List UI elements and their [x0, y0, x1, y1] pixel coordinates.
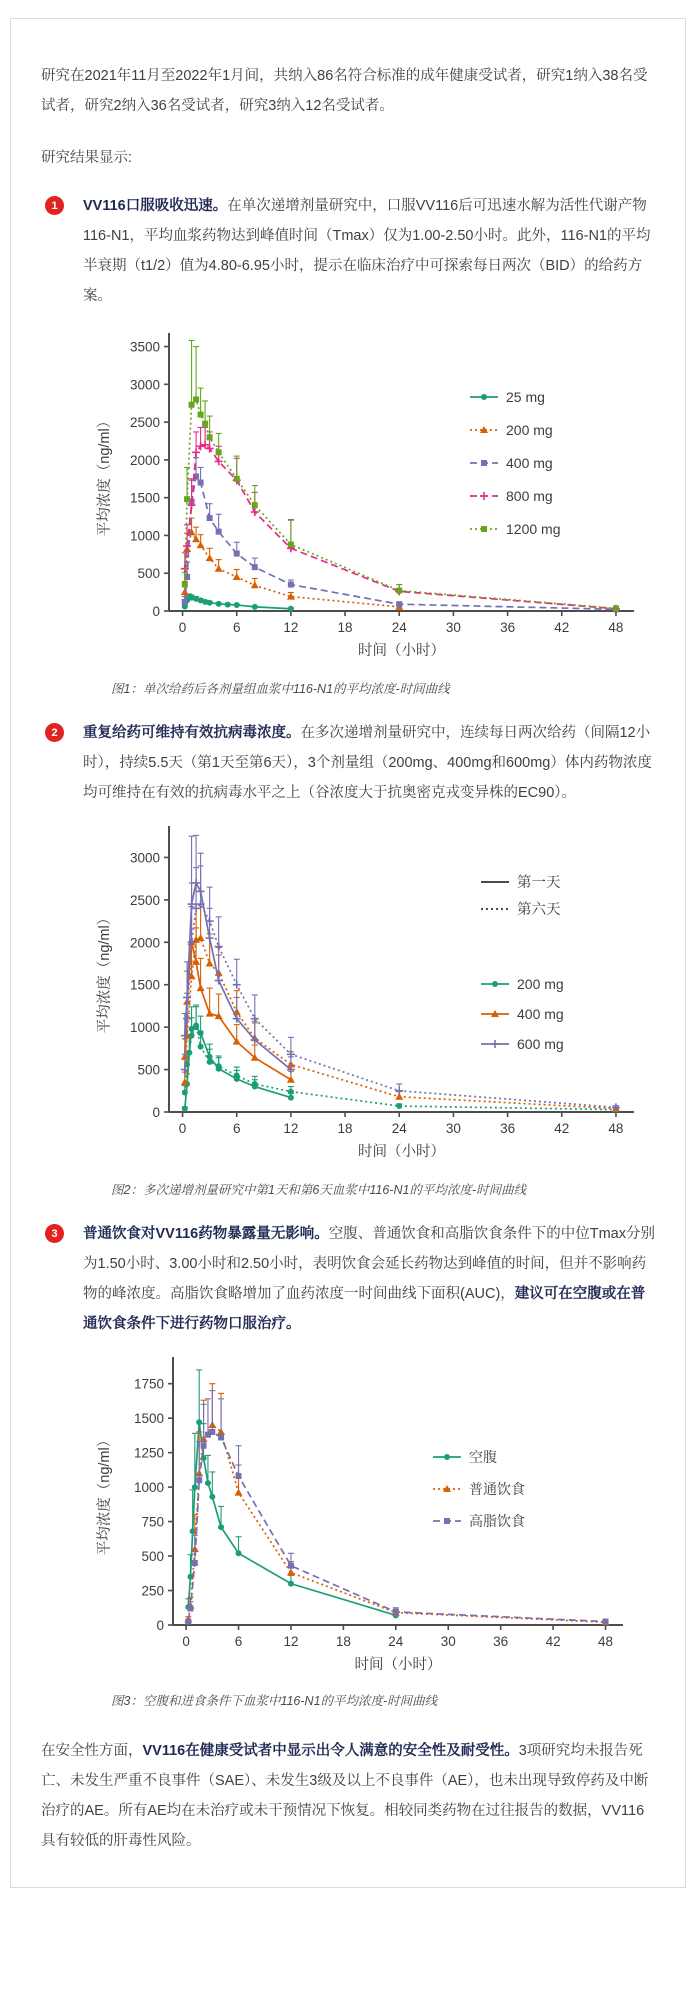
svg-text:0: 0	[152, 604, 160, 619]
svg-text:6: 6	[234, 1634, 243, 1649]
safety-prefix: 在安全性方面，	[41, 1743, 143, 1759]
finding-text	[83, 718, 655, 808]
svg-text:平均浓度（ng/ml）: 平均浓度（ng/ml）	[97, 910, 113, 1034]
safety-paragraph	[41, 1736, 655, 1856]
svg-text:18: 18	[337, 620, 353, 635]
finding-body: 在多次递增剂量研究中，连续每日两次给药（间隔12小时），持续5.5天（第1天至第6天），3个剂量组（200mg、400mg和600mg）体内药物浓度均可维持在有效的抗病毒水平之上（谷浓度大于抗奥密克戎变异株的EC90）。	[83, 725, 652, 801]
svg-text:第一天: 第一天	[517, 875, 561, 891]
svg-text:750: 750	[141, 1514, 164, 1530]
svg-text:48: 48	[608, 1121, 624, 1136]
svg-text:400 mg: 400 mg	[517, 1006, 564, 1022]
svg-text:3000: 3000	[129, 850, 160, 866]
svg-text:2500: 2500	[129, 415, 160, 431]
figure-3-chart	[85, 1351, 655, 1688]
svg-text:24: 24	[391, 620, 407, 635]
finding-item-3	[41, 1219, 655, 1710]
finding-lead: VV116口服吸收迅速。	[83, 198, 228, 214]
safety-rest: 3项研究均未报告死亡、未发生严重不良事件（SAE）、未发生3级及以上不良事件（AE），也未出现导致停药及中断治疗的AE。所有AE均在未治疗或未干预情况下恢复。相较同类药物在过往报告的数据，VV116具有较低的肝毒性风险。	[41, 1743, 649, 1849]
svg-text:200 mg: 200 mg	[517, 976, 564, 992]
results-heading: 研究结果显示:	[41, 150, 133, 166]
svg-text:18: 18	[337, 1121, 353, 1136]
svg-text:1500: 1500	[133, 1411, 164, 1427]
svg-text:12: 12	[283, 1121, 299, 1136]
finding-number-badge: 3	[45, 1224, 64, 1243]
svg-text:24: 24	[388, 1634, 404, 1649]
svg-text:0: 0	[178, 1121, 187, 1136]
svg-text:2500: 2500	[129, 892, 160, 908]
svg-text:1000: 1000	[129, 528, 160, 544]
finding-tail: 建议可在空腹或在普通饮食条件下进行药物口服治疗。	[83, 1286, 646, 1332]
intro-paragraph: 研究在2021年11月至2022年1月间，共纳入86名符合标准的成年健康受试者，研究1纳入38名受试者，研究2纳入36名受试者，研究3纳入12名受试者。	[41, 68, 648, 114]
svg-text:时间（小时）: 时间（小时）	[358, 643, 445, 659]
svg-text:25 mg: 25 mg	[506, 389, 545, 405]
svg-text:250: 250	[141, 1583, 164, 1599]
finding-body: 在单次递增剂量研究中，口服VV116后可迅速水解为活性代谢产物116-N1，平均血浆药物达到峰值时间（Tmax）仅为1.00-2.50小时。此外，116-N1的平均半衰期（t1/2）值为4.80-6.95小时，提示在临床治疗中可探索每日两次（BID）的给药方案。	[83, 198, 651, 304]
svg-text:1750: 1750	[133, 1376, 164, 1392]
svg-text:平均浓度（ng/ml）: 平均浓度（ng/ml）	[97, 413, 113, 537]
svg-text:30: 30	[445, 1121, 461, 1136]
svg-text:42: 42	[554, 1121, 570, 1136]
svg-text:500: 500	[137, 566, 160, 582]
svg-text:时间（小时）: 时间（小时）	[354, 1657, 442, 1673]
svg-text:36: 36	[500, 620, 516, 635]
finding-item-2	[41, 718, 655, 1199]
svg-text:500: 500	[141, 1549, 164, 1565]
svg-text:48: 48	[608, 620, 624, 635]
svg-text:42: 42	[545, 1634, 561, 1649]
figure-3-caption: 图3：空腹和进食条件下血浆中116-N1的平均浓度-时间曲线	[111, 1694, 438, 1708]
svg-text:400 mg: 400 mg	[506, 455, 553, 471]
finding-body: 空腹、普通饮食和高脂饮食条件下的中位Tmax分别为1.50小时、3.00小时和2.50小时，表明饮食会延长药物达到峰值的时间，但并不影响药物的峰浓度。高脂饮食略增加了血药浓度一时间曲线下面积(AUC)，	[83, 1226, 655, 1302]
svg-text:36: 36	[500, 1121, 516, 1136]
svg-text:6: 6	[232, 1121, 241, 1136]
svg-text:3000: 3000	[129, 377, 160, 393]
finding-text	[83, 191, 655, 311]
svg-text:12: 12	[283, 620, 299, 635]
finding-lead: 普通饮食对VV116药物暴露量无影响。	[83, 1226, 329, 1242]
svg-text:3500: 3500	[129, 339, 160, 355]
svg-text:6: 6	[232, 620, 241, 635]
svg-text:1500: 1500	[129, 490, 160, 506]
svg-text:30: 30	[440, 1634, 456, 1649]
svg-text:1250: 1250	[133, 1445, 164, 1461]
finding-item-1	[41, 191, 655, 698]
safety-bold: VV116在健康受试者中显示出令人满意的安全性及耐受性。	[142, 1743, 519, 1759]
finding-text	[83, 1219, 655, 1339]
svg-text:0: 0	[178, 620, 187, 635]
finding-number-badge: 2	[45, 723, 64, 742]
figure-1-caption: 图1：单次给药后各剂量组血浆中116-N1的平均浓度-时间曲线	[111, 682, 450, 696]
svg-text:36: 36	[493, 1634, 509, 1649]
svg-text:1000: 1000	[133, 1480, 164, 1496]
svg-text:600 mg: 600 mg	[517, 1036, 564, 1052]
figure-2-caption: 图2：多次递增剂量研究中第1天和第6天血浆中116-N1的平均浓度-时间曲线	[111, 1183, 527, 1197]
svg-text:0: 0	[156, 1618, 164, 1633]
svg-text:30: 30	[445, 620, 461, 635]
svg-text:24: 24	[391, 1121, 407, 1136]
svg-text:普通饮食: 普通饮食	[469, 1481, 525, 1497]
finding-lead: 重复给药可维持有效抗病毒浓度。	[83, 725, 301, 741]
svg-text:800 mg: 800 mg	[506, 488, 553, 504]
svg-text:第六天: 第六天	[517, 902, 561, 918]
svg-text:0: 0	[182, 1634, 190, 1649]
svg-text:平均浓度（ng/ml）: 平均浓度（ng/ml）	[97, 1432, 113, 1556]
svg-text:42: 42	[554, 620, 570, 635]
svg-text:48: 48	[598, 1634, 614, 1649]
svg-text:200 mg: 200 mg	[506, 422, 553, 438]
svg-text:2000: 2000	[129, 452, 160, 468]
svg-text:时间（小时）: 时间（小时）	[358, 1144, 445, 1160]
svg-text:1200 mg: 1200 mg	[506, 521, 561, 537]
svg-text:2000: 2000	[129, 935, 160, 951]
svg-text:1500: 1500	[129, 977, 160, 993]
svg-text:空腹: 空腹	[469, 1449, 497, 1465]
svg-text:12: 12	[283, 1634, 299, 1649]
finding-number-badge: 1	[45, 196, 64, 215]
svg-text:500: 500	[137, 1062, 160, 1078]
svg-text:0: 0	[152, 1105, 160, 1120]
svg-text:1000: 1000	[129, 1020, 160, 1036]
article-card	[10, 18, 686, 1888]
figure-2-chart	[85, 820, 655, 1177]
svg-text:18: 18	[335, 1634, 351, 1649]
svg-text:高脂饮食: 高脂饮食	[469, 1513, 525, 1529]
figure-1-chart	[85, 323, 655, 676]
